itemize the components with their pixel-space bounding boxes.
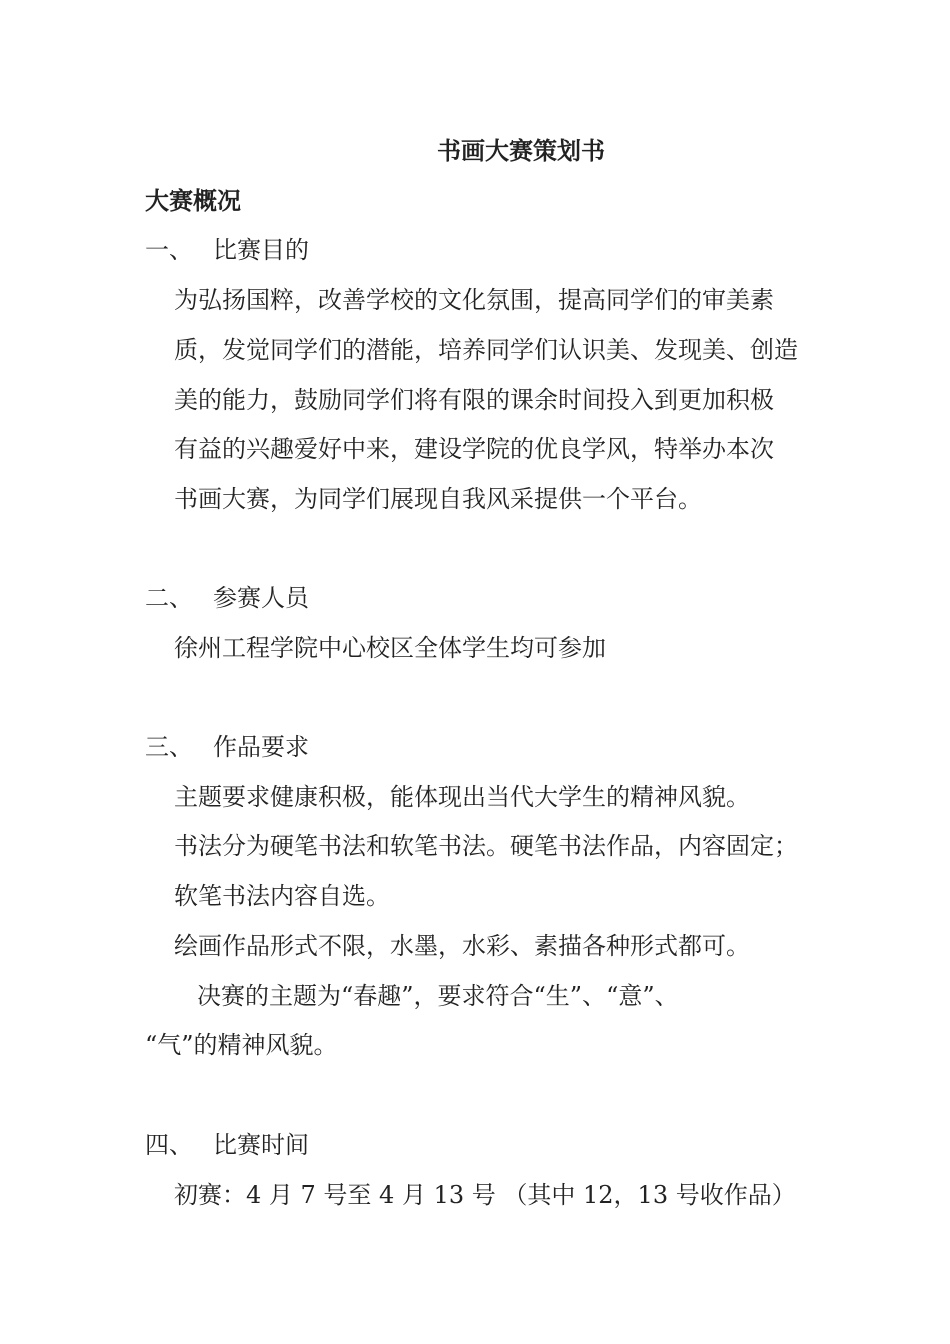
paragraph-line: 为弘扬国粹，改善学校的文化氛围，提高同学们的审美素 — [174, 286, 774, 314]
section-4-number: 四、 — [145, 1131, 193, 1159]
paragraph-line: “气”的精神风貌。 — [145, 1031, 338, 1059]
section-2-heading — [145, 583, 309, 613]
section-1-number: 一、 — [145, 236, 193, 264]
paragraph-line: 软笔书法内容自选。 — [174, 882, 390, 910]
section-2-title: 参赛人员 — [213, 584, 309, 612]
section-3-title: 作品要求 — [213, 733, 309, 761]
section-4-title: 比赛时间 — [213, 1131, 309, 1159]
paragraph-line: 有益的兴趣爱好中来，建设学院的优良学风，特举办本次 — [174, 435, 774, 463]
paragraph-line: 初赛：4 月 7 号至 4 月 13 号 （其中 12，13 号收作品） — [174, 1181, 796, 1209]
section-1-title: 比赛目的 — [213, 236, 309, 264]
document-title: 书画大赛策划书 — [437, 136, 605, 165]
paragraph-line: 绘画作品形式不限，水墨，水彩、素描各种形式都可。 — [174, 932, 750, 960]
section-3-number: 三、 — [145, 733, 193, 761]
overview-heading: 大赛概况 — [145, 186, 241, 215]
paragraph-line: 质，发觉同学们的潜能，培养同学们认识美、发现美、创造 — [174, 336, 798, 364]
section-4-heading — [145, 1130, 309, 1160]
paragraph-line: 书法分为硬笔书法和软笔书法。硬笔书法作品，内容固定； — [174, 832, 798, 860]
paragraph-line: 主题要求健康积极，能体现出当代大学生的精神风貌。 — [174, 783, 750, 811]
paragraph-line: 书画大赛，为同学们展现自我风采提供一个平台。 — [174, 485, 702, 513]
paragraph-line: 美的能力，鼓励同学们将有限的课余时间投入到更加积极 — [174, 386, 774, 414]
paragraph-line: 徐州工程学院中心校区全体学生均可参加 — [174, 634, 606, 662]
section-1-heading — [145, 235, 309, 265]
section-2-number: 二、 — [145, 584, 193, 612]
paragraph-line: 决赛的主题为“春趣”，要求符合“生”、“意”、 — [197, 982, 679, 1010]
section-3-heading — [145, 732, 309, 762]
